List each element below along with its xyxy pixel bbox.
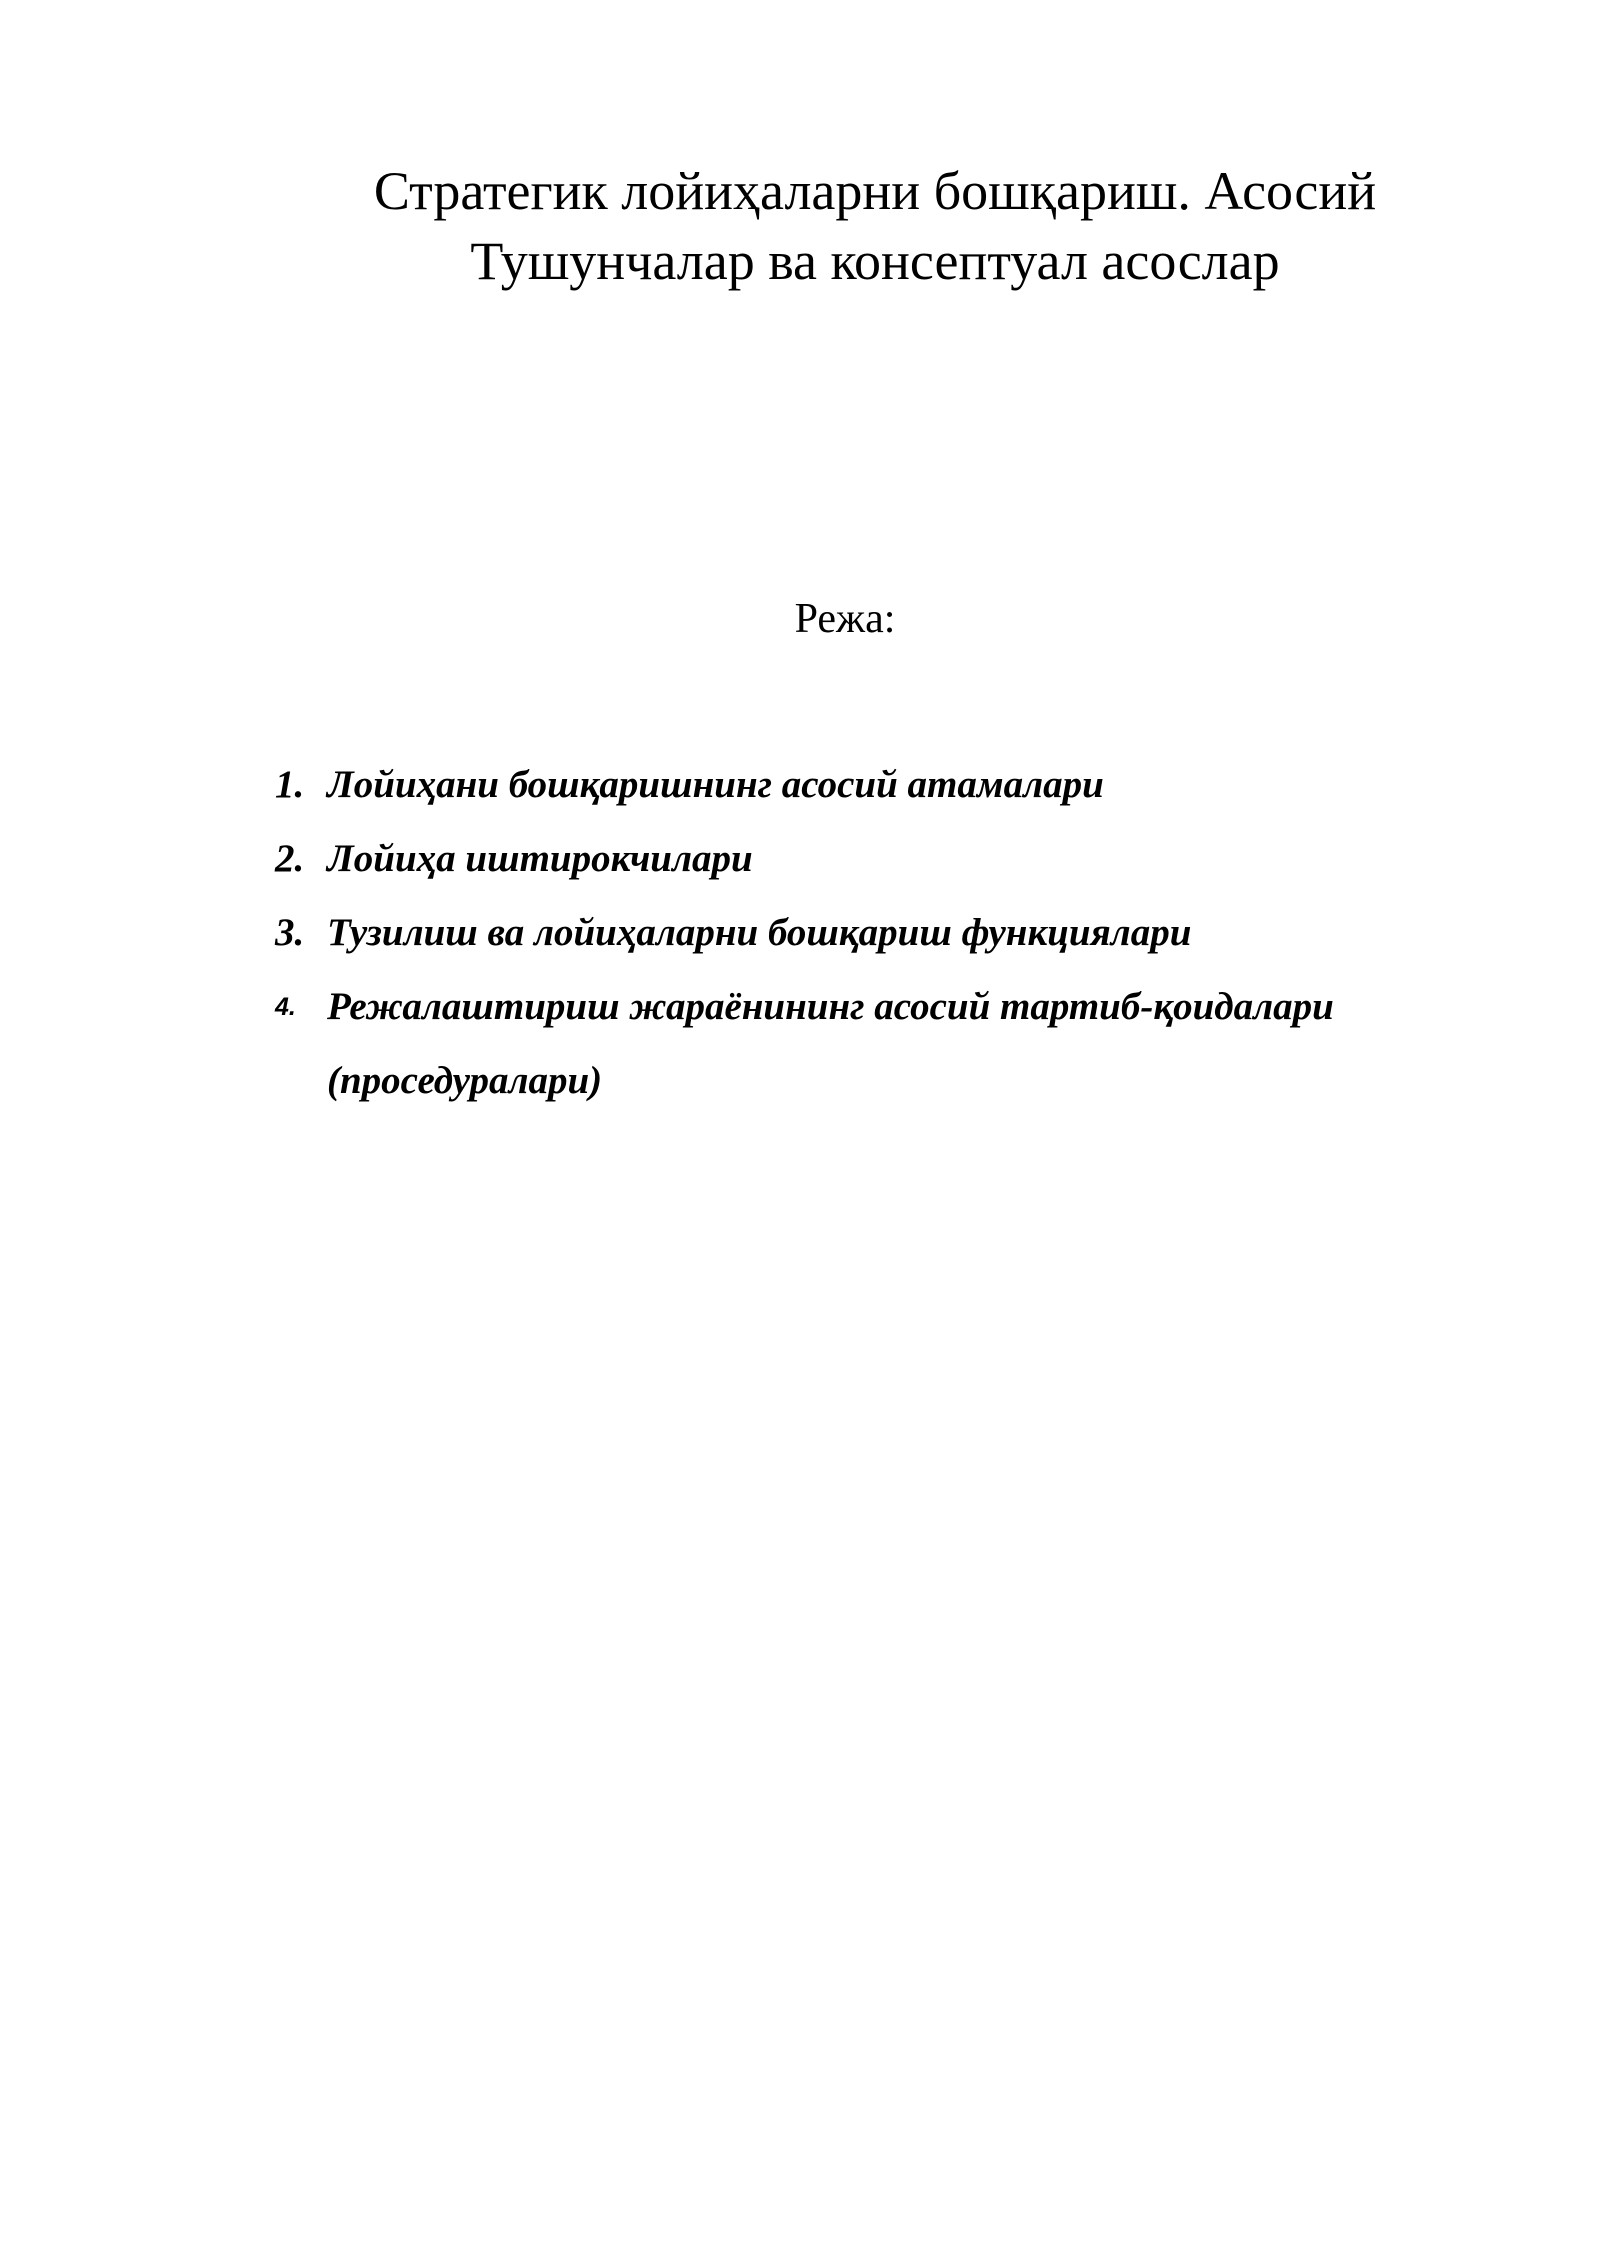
plan-item-number: 3. [275,911,305,954]
plan-item-3 [275,896,1475,970]
plan-item-2 [275,822,1475,896]
plan-item-text: Лойиҳа иштирокчилари [327,837,753,880]
document-title-line-2: Тушунчалар ва консептуал асослар [470,231,1280,291]
plan-item-number: 4. [275,993,296,1021]
plan-list [275,748,1475,1118]
plan-item-text: Лойиҳани бошқаришнинг асосий атамалари [327,763,1104,806]
plan-item-1 [275,748,1475,822]
document-title [240,156,1510,296]
document-title-line-1: Стратегик лойиҳаларни бошқариш. Асосий [373,161,1377,221]
plan-item-number: 1. [275,763,305,806]
plan-item-4 [275,970,1475,1118]
plan-item-number: 2. [275,837,305,880]
plan-item-text: Режалаштириш жараёнининг асосий тартиб-қоидалари (проседуралари) [327,985,1334,1102]
plan-heading: Режа: [794,596,896,642]
plan-item-text: Тузилиш ва лойиҳаларни бошқариш функциялари [327,911,1192,954]
